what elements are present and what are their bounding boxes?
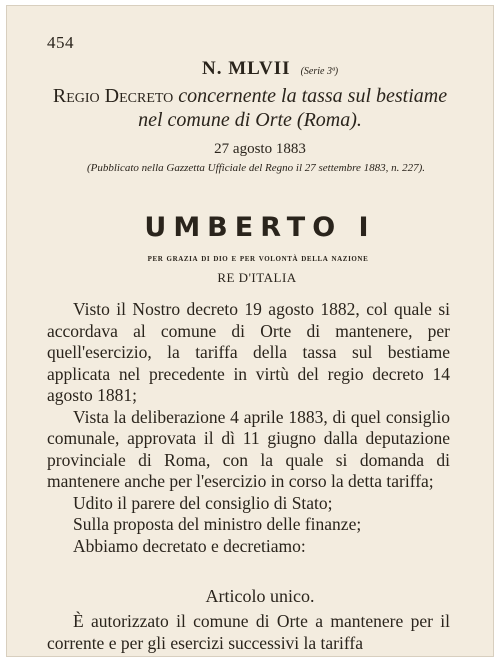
paragraph-sulla-proposta: Sulla proposta del ministro delle finanze; [73,514,362,534]
decree-number: N. MLVII [201,58,291,79]
paragraph-vista-deliberazione: Vista la deliberazione 4 aprile 1883, di quel consiglio comunale, approvata il dì 11 giugno dalla deputazione provinciale di Roma, con la quale si domanda di mantenere anche per l'esercizio in corso la detta tariffa; [47,406,450,491]
king-name: UMBERTO I [144,212,376,243]
decree-preamble [47,299,450,557]
decree-title [47,84,453,132]
king-title: RE D'ITALIA [217,270,297,285]
decree-header [47,58,493,80]
decree-series: (Serie 3ª) [300,66,339,77]
article-text: È autorizzato il comune di Orte a mantenere per il corrente e per gli esercizi successivi la tariffa [47,611,450,653]
paragraph-udito-parere: Udito il parere del consiglio di Stato; [73,492,333,513]
paragraph-abbiamo-decretato: Abbiamo decretato e decretiamo: [73,535,306,556]
paragraph-visto-decreto: Visto il Nostro decreto 19 agosto 1882, col quale si accordava al comune di Orte di mantenere, per quell'esercizio, la tariffa della tassa sul bestiame applicata nel precedente in virtù del regio decreto 14 agosto 1881; [47,299,450,405]
title-text: concernente la tassa sul bestiame nel comune di Orte (Roma). [138,85,448,131]
grace-formula: per grazia di dio e per volontà della nazione [147,253,369,264]
document-page [6,5,494,657]
page-number: 454 [47,33,74,52]
decree-date: 27 agosto 1883 [214,141,306,157]
article-heading: Articolo unico. [205,586,315,606]
article-body [47,611,450,654]
title-prefix: Regio Decreto [52,85,174,107]
publication-note: (Pubblicato nella Gazzetta Ufficiale del Regno il 27 settembre 1883, n. 227). [86,162,426,174]
